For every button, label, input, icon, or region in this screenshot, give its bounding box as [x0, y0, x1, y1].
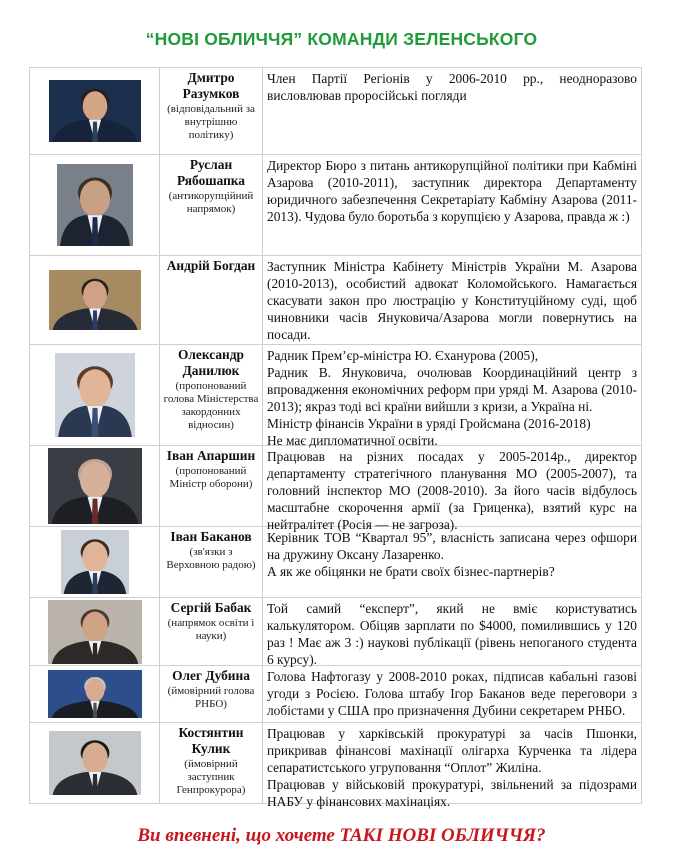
- name-cell: [160, 256, 263, 344]
- person-role: (ймовірний голова РНБО): [167, 685, 255, 711]
- portrait-photo: [49, 80, 141, 142]
- description-cell: [263, 446, 642, 532]
- portrait-photo: [48, 670, 142, 718]
- person-surname: Данилюк: [182, 363, 240, 379]
- name-cell: [160, 345, 263, 445]
- table-row: [30, 155, 642, 256]
- photo-cell: [30, 598, 160, 665]
- description-text: Член Партії Регіонів у 2006-2010 рр., неодноразово висловлював проросійські погляди: [267, 71, 637, 103]
- name-cell: [160, 598, 263, 665]
- name-cell: [160, 446, 263, 526]
- name-cell: [160, 723, 263, 803]
- person-surname: Рябошапка: [176, 173, 246, 189]
- description-text: Директор Бюро з питань антикорупційної політики при Кабміні Азарова (2010-2011), заступник директора Департаменту юридичного забезпечення Секретаріату Кабміну Азарова (2011-2013). Чудова було боротьба з корупцією у Азарова, правда ж :): [267, 158, 637, 224]
- page-title: “НОВІ ОБЛИЧЧЯ” КОМАНДИ ЗЕЛЕНСЬКОГО: [145, 29, 538, 49]
- description-text: Радник Прем’єр-міністра Ю. Єханурова (2005),: [267, 348, 539, 363]
- photo-cell: [30, 256, 160, 344]
- photo-cell: [30, 68, 160, 154]
- name-cell: [160, 155, 263, 255]
- portrait-photo: [49, 731, 141, 795]
- portrait-photo: [49, 270, 141, 330]
- portrait-photo: [48, 600, 142, 664]
- table-row: [30, 666, 642, 723]
- person-name: Іван Апаршин: [166, 448, 256, 463]
- description-cell: [263, 598, 642, 665]
- table-row: [30, 527, 642, 598]
- photo-cell: [30, 666, 160, 722]
- description-cell: [263, 345, 642, 448]
- description-text: Не має дипломатичної освіти.: [267, 433, 438, 448]
- person-name: Іван Баканов: [170, 529, 252, 544]
- person-name: Сергій Бабак: [170, 600, 252, 615]
- person-name: Костянтин: [178, 725, 244, 740]
- table-row: [30, 446, 642, 532]
- photo-cell: [30, 527, 160, 597]
- description-text: А як же обіцянки не брати своїх бізнес-партнерів?: [267, 564, 555, 579]
- table-row: [30, 598, 642, 666]
- portrait-photo: [48, 448, 142, 524]
- description-cell: [263, 68, 642, 154]
- table-row: [30, 345, 642, 446]
- person-name: Андрій Богдан: [166, 258, 256, 273]
- photo-cell: [30, 345, 160, 445]
- person-name: Дмитро: [187, 70, 235, 85]
- name-cell: [160, 68, 263, 154]
- person-role: (антикорупційний напрямок): [168, 190, 254, 216]
- description-text: Голова Нафтогазу у 2008-2010 роках, підписав кабальні газові угоди з Росією. Голова штабу Ігор Баканов веде переговори з лобістами у США про призначення Дубини секретарем РНБО.: [267, 669, 637, 718]
- table-row: [30, 256, 642, 345]
- description-text: Той самий “експерт”, який не вміє користуватись калькулятором. Обіцяв зарплати по $4000, помилившись у 120 раз ! Має аж 3 :) наукові публікації (рівень непоганого студента 6 курсу).: [267, 601, 637, 667]
- description-text: Працював у харківській прокуратурі за часів Пшонки, прикривав фінансові махінації олігарха Курченка та лідера сепаратистського угруповання “Оплот” Жиліна.: [267, 726, 637, 775]
- person-surname: Кулик: [191, 741, 231, 757]
- description-text: Керівник ТОВ “Квартал 95”, власність записана через офшори на дружину Оксану Лазаренко.: [267, 530, 637, 562]
- photo-cell: [30, 723, 160, 803]
- description-cell: [263, 527, 642, 597]
- photo-cell: [30, 155, 160, 255]
- description-cell: [263, 256, 642, 344]
- person-role: (пропонований Міністр оборони): [169, 465, 253, 491]
- person-name: Олександр: [178, 347, 244, 362]
- description-text: Працював у військовій прокуратурі, звільнений за підозрами НАБУ у фінансових махінаціях.: [267, 777, 637, 809]
- portrait-photo: [55, 353, 135, 437]
- person-name: Руслан: [189, 157, 233, 172]
- photo-cell: [30, 446, 160, 526]
- person-role: (ймовірний заступник Генпрокурора): [176, 758, 246, 797]
- person-role: (пропонований голова Міністерства закордонних відносин): [163, 380, 259, 432]
- description-text: Радник В. Януковича, очолював Координаційний центр з впровадження економічних реформ при уряді М. Азарова (2010-2013); якраз тоді всі країни вийшли з кризи, а Україна ні.: [267, 365, 637, 414]
- name-cell: [160, 527, 263, 597]
- description-cell: [263, 723, 642, 809]
- people-table: [29, 67, 642, 809]
- person-name: Олег Дубина: [172, 668, 250, 683]
- portrait-photo: [61, 530, 129, 594]
- name-cell: [160, 666, 263, 722]
- description-cell: [263, 155, 642, 255]
- person-role: (відповідальний за внутрішню політику): [167, 103, 255, 142]
- footer-question: Ви впевнені, що хочете ТАКІ НОВІ ОБЛИЧЧЯ?: [137, 825, 546, 846]
- description-text: Працював на різних посадах у 2005-2014р., директор департаменту стратегічного планування МО (2005-2007), та головний інспектор МО (2008-2010). За його часів відбулось масштабне скорочення армії (за Гриценка), взятий курс на нейтралітет (Росія — не загроза).: [267, 449, 637, 532]
- person-surname: Разумков: [182, 86, 240, 102]
- person-role: (зв'язки з Верховною радою): [166, 546, 256, 572]
- description-cell: [263, 666, 642, 722]
- description-text: Міністр фінансів України в уряді Гройсмана (2016-2018): [267, 416, 591, 431]
- table-row: [30, 68, 642, 155]
- person-role: (напрямок освіти і науки): [167, 617, 255, 643]
- description-text: Заступник Міністра Кабінету Міністрів України М. Азарова (2010-2013), особистий адвокат Коломойського. Намагається скасувати закон про люстрацію у Конституційному суді, щоб чиновники часів Януковича/Азарова могли повернутись на посади.: [267, 259, 637, 342]
- portrait-photo: [57, 164, 133, 246]
- table-row: [30, 723, 642, 809]
